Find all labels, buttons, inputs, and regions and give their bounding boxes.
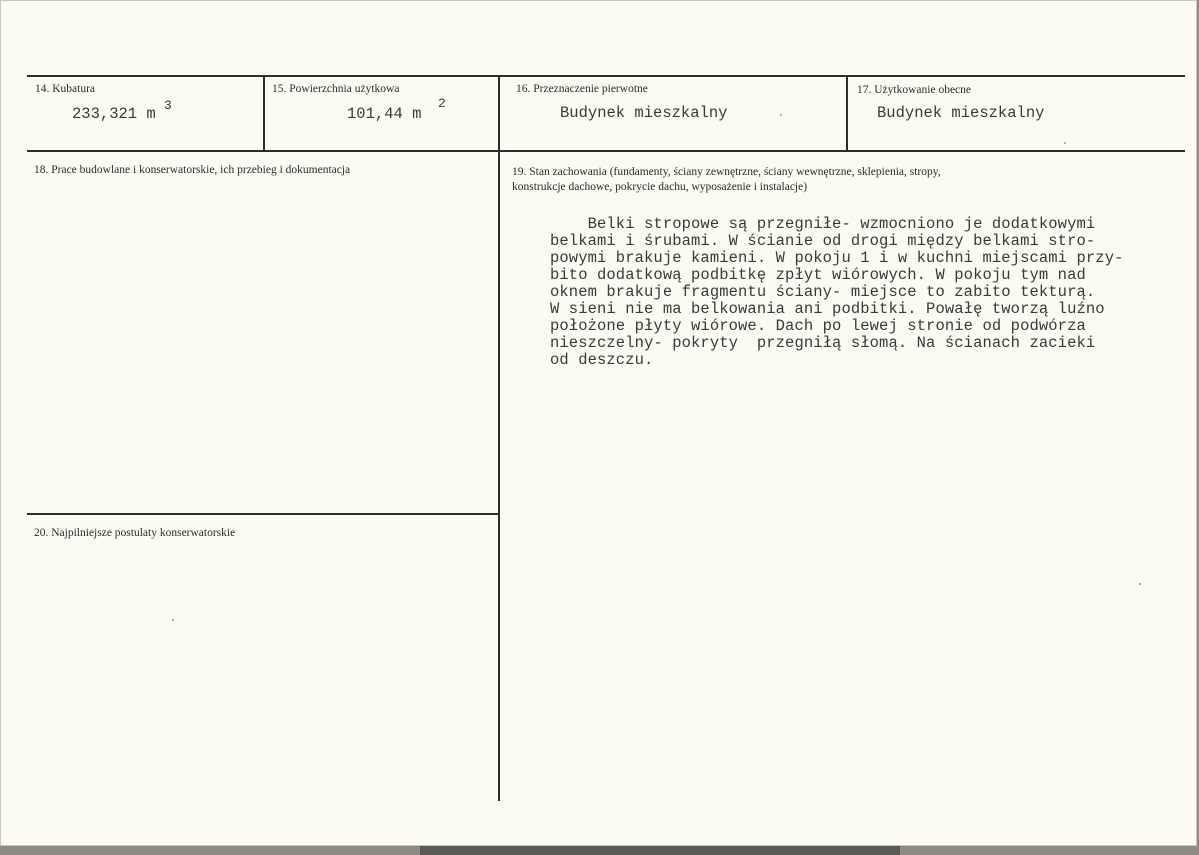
condition-text-line: powymi brakuje kamieni. W pokoju 1 i w kuchni miejscami przy- [550,249,1124,267]
field-17-value: Budynek mieszkalny [877,104,1045,122]
paper-speck [1064,142,1066,144]
field-15-value: 101,44 m [347,105,422,123]
paper-speck [172,619,174,621]
condition-text-line: nieszczelny- pokryty przegniłą słomą. Na ścianach zacieki [550,334,1096,352]
condition-text-line: oknem brakuje fragmentu ściany- miejsce to zabito tekturą. [550,283,1096,301]
paper-speck [1139,583,1141,585]
field-17-label: 17. Użytkowanie obecne [857,84,972,96]
condition-text-line: W sieni nie ma belkowania ani podbitki. Powałę tworzą luźno [550,300,1105,318]
paper-speck [780,114,782,116]
divider-15-16 [498,76,500,801]
divider-14-15 [263,76,265,151]
field-14-label: 14. Kubatura [35,83,96,95]
condition-text-line: położone płyty wiórowe. Dach po lewej stronie od podwórza [550,317,1086,335]
field-19-condition-text [550,215,1180,375]
field-20-label: 20. Najpilniejsze postulaty konserwatorskie [34,527,236,539]
field-14-value: 233,321 m [72,105,156,123]
field-19-label-line-2: konstrukcje dachowe, pokrycie dachu, wyposażenie i instalacje) [512,181,808,193]
condition-text-line: belkami i śrubami. W ścianie od drogi między belkami stro- [550,232,1096,250]
field-18-label: 18. Prace budowlane i konserwatorskie, ich przebieg i dokumentacja [34,164,351,176]
condition-text-line: bito dodatkową podbitkę zpłyt wiórowych. W pokoju tym nad [550,266,1086,284]
field-19-label-line-1: 19. Stan zachowania (fundamenty, ściany zewnętrzne, ściany wewnętrzne, sklepienia, stropy, [512,166,941,178]
field-14-unit-exponent: 3 [164,98,172,113]
field-16-label: 16. Przeznaczenie pierwotne [516,83,648,95]
scan-edge-shadow [420,846,900,855]
divider-16-17 [846,76,848,151]
field-15-label: 15. Powierzchnia użytkowa [272,83,400,95]
header-bottom-rule [27,150,1185,152]
condition-text-line: Belki stropowe są przegniłe- wzmocniono je dodatkowymi [550,215,1096,233]
top-rule [27,75,1185,77]
condition-text-line: od deszczu. [550,351,654,369]
field-15-unit-exponent: 2 [438,96,446,111]
field-16-value: Budynek mieszkalny [560,104,728,122]
section-18-20-rule [27,513,498,515]
